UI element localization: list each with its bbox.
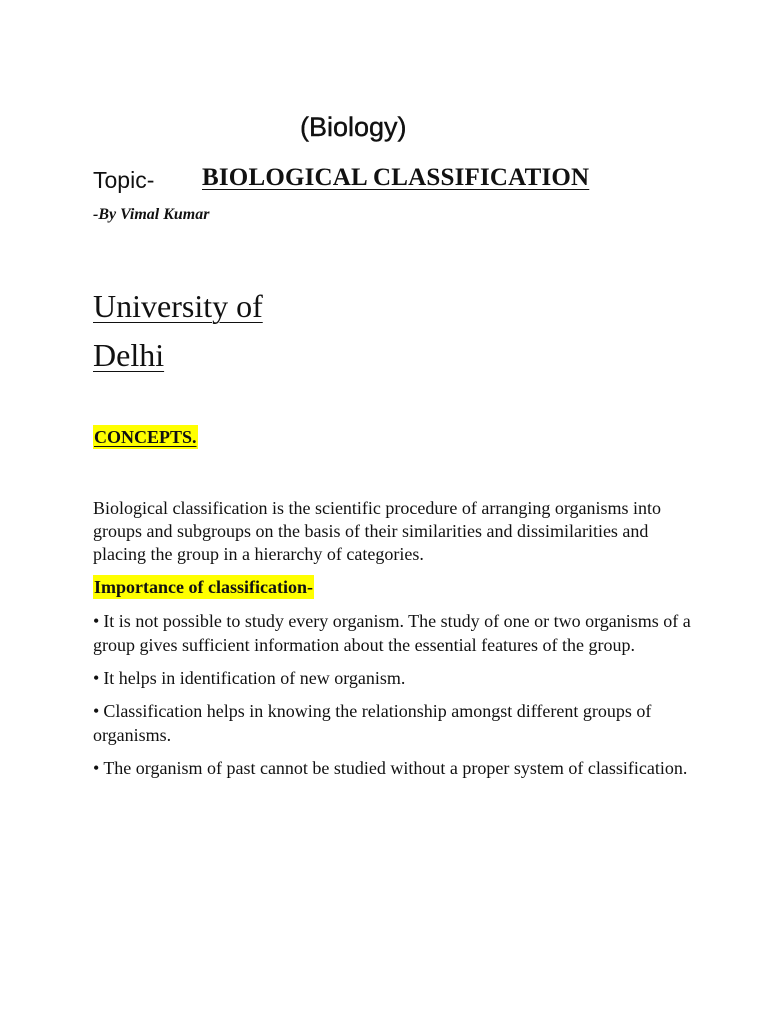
- list-item: [93, 756, 693, 780]
- bullet-icon: •: [93, 758, 100, 778]
- bullet-text: Classification helps in knowing the relationship amongst different groups of organisms.: [93, 701, 652, 745]
- bullet-icon: •: [93, 611, 100, 631]
- bullet-text: It helps in identification of new organism.: [103, 668, 406, 688]
- bullet-text: The organism of past cannot be studied without a proper system of classification.: [103, 758, 688, 778]
- author-byline: -By Vimal Kumar: [93, 206, 210, 223]
- subject-heading: (Biology): [300, 112, 407, 142]
- bullet-text: It is not possible to study every organism. The study of one or two organisms of a group gives sufficient information about the essential features of the group.: [93, 611, 691, 655]
- list-item: [93, 666, 693, 690]
- topic-title: BIOLOGICAL CLASSIFICATION: [202, 164, 590, 191]
- bullet-icon: •: [93, 701, 100, 721]
- topic-label: Topic-: [93, 167, 155, 193]
- bullet-icon: •: [93, 668, 100, 688]
- university-line-1: University of: [93, 288, 263, 324]
- list-item: [93, 609, 693, 657]
- university-name: [93, 282, 263, 380]
- importance-bullet-list: [93, 609, 693, 789]
- concepts-heading: CONCEPTS.: [94, 427, 197, 447]
- list-item: [93, 699, 693, 747]
- concepts-paragraph: Biological classification is the scientific procedure of arranging organisms into groups and subgroups on the basis of their similarities and dissimilarities and placing the group in a hierarchy of categories.: [93, 498, 662, 564]
- university-line-2: Delhi: [93, 337, 165, 373]
- importance-heading: Importance of classification-: [94, 577, 313, 597]
